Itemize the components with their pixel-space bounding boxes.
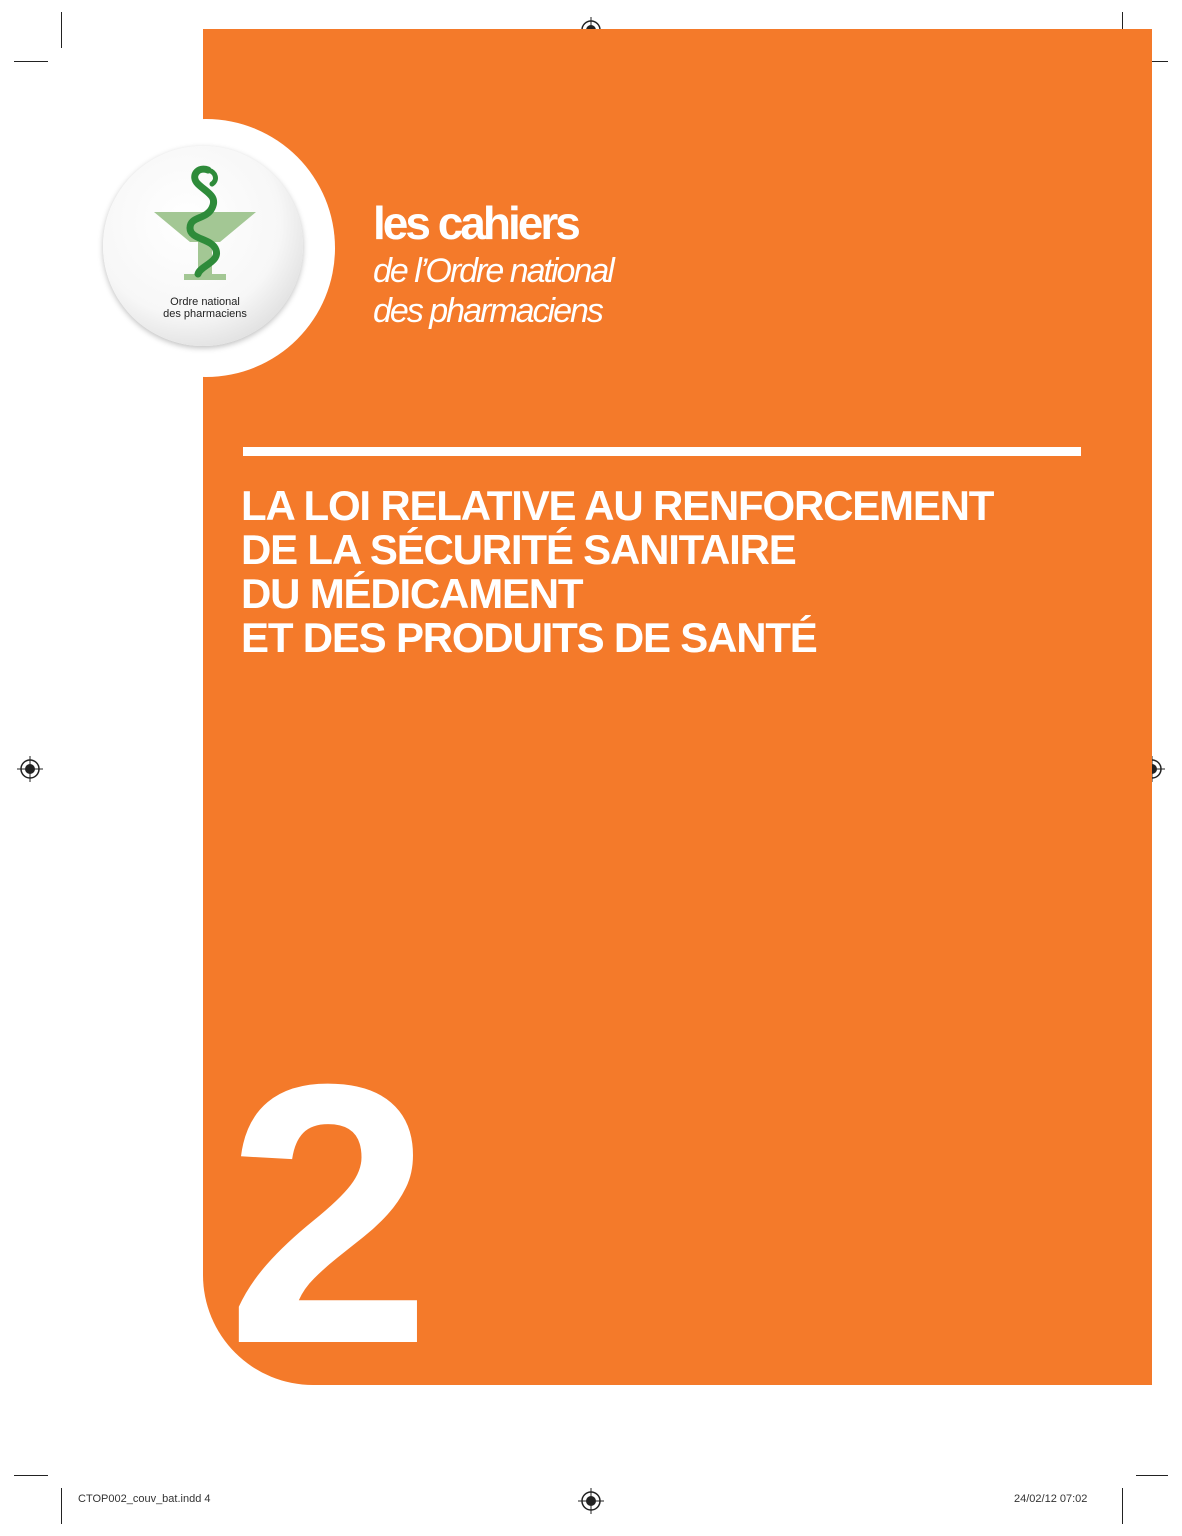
bowl-of-hygieia-icon — [150, 162, 260, 292]
logo-text-line1: Ordre national — [170, 296, 240, 308]
crop-mark — [14, 61, 48, 62]
title-line: DE LA SÉCURITÉ SANITAIRE — [241, 526, 796, 573]
divider — [243, 447, 1081, 456]
logo-text-line2: des pharmaciens — [163, 308, 247, 320]
title-line: DU MÉDICAMENT — [241, 570, 583, 617]
crop-mark — [14, 1475, 48, 1476]
slug-datetime: 24/02/12 07:02 — [1014, 1493, 1088, 1505]
title-line: LA LOI RELATIVE AU RENFORCEMENT — [241, 482, 994, 529]
brand-subtitle-line2: des pharmaciens — [373, 292, 602, 330]
brand-title: les cahiers — [373, 197, 578, 249]
logo-text — [145, 296, 265, 320]
crop-mark — [61, 12, 62, 48]
brand-subtitle-line1: de l’Ordre national — [373, 252, 613, 290]
issue-number: 2 — [226, 1008, 422, 1421]
cover-title — [241, 484, 1121, 660]
crop-mark — [1122, 1488, 1123, 1524]
crop-mark — [61, 1488, 62, 1524]
registration-mark-icon — [17, 756, 43, 782]
registration-mark-icon — [578, 1488, 604, 1514]
crop-mark — [1136, 1475, 1168, 1476]
slug-file: CTOP002_couv_bat.indd 4 — [78, 1493, 211, 1505]
title-line: ET DES PRODUITS DE SANTÉ — [241, 614, 817, 661]
